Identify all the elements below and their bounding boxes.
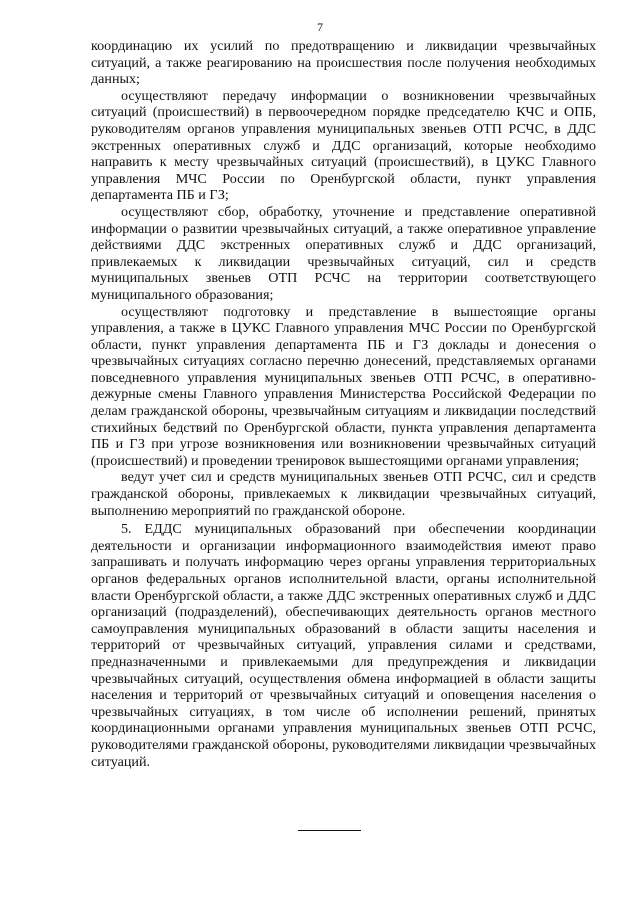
end-rule-divider: [298, 830, 361, 831]
paragraph-section-5: 5. ЕДДС муниципальных образований при обеспечении координации деятельности и организации информационного взаимодействия имеют право запрашивать и получать информацию через органы управления территориальных органов федеральных органов исполнительной власти, органы исполнительной власти Оренбургской области, а также ДДС экстренных оперативных служб и ДДС организаций (подразделений), обеспечивающих деятельность органов местного самоуправления муниципальных образований в области защиты населения и территорий от чрезвычайных ситуаций, управления силами и средствами, предназначенными и привлекаемыми для предупреждения и ликвидации чрезвычайных ситуаций, осуществления обмена информацией в области защиты населения и территорий от чрезвычайных ситуаций и оповещения населения о чрезвычайных ситуациях, в том числе об исполнении решений, принятых координационными органами управления муниципальных звеньев ОТП РСЧС, руководителями гражданской обороны, руководителями ликвидации чрезвычайных ситуаций.: [91, 521, 596, 770]
page-number: 7: [317, 20, 323, 34]
paragraph-continuation: координацию их усилий по предотвращению и ликвидации чрезвычайных ситуаций, а также реагированию на происшествия после получения необходимых данных;: [91, 38, 596, 88]
paragraph-reports: осуществляют подготовку и представление в вышестоящие органы управления, а также в ЦУКС Главного управления МЧС России по Оренбургской области, пункт управления департамента ПБ и ГЗ доклады и донесения о чрезвычайных ситуациях согласно перечню донесений, представляемых органами повседневного управления муниципальных звеньев ОТП РСЧС, в оперативно-дежурные смены Главного управления Министерства Российской Федерации по делам гражданской обороны, чрезвычайным ситуациям и ликвидации последствий стихийных бедствий по Оренбургской области, пункта управления департамента ПБ и ГЗ при угрозе возникновения или возникновении чрезвычайных ситуаций (происшествий) и проведении тренировок вышестоящими органами управления;: [91, 303, 596, 469]
paragraph-transmit-info: осуществляют передачу информации о возникновении чрезвычайных ситуаций (происшествий) в первоочередном порядке председателю КЧС и ОПБ, руководителям органов управления муниципальных звеньев ОТП РСЧС, в ДДС экстренных оперативных служб и ДДС организаций, которые необходимо направить к месту чрезвычайных ситуаций (происшествий), в ЦУКС Главного управления МЧС России по Оренбургской области, пункт управления департамента ПБ и ГЗ;: [91, 87, 596, 204]
document-body: [91, 38, 596, 770]
paragraph-forces-accounting: ведут учет сил и средств муниципальных звеньев ОТП РСЧС, сил и средств гражданской обороны, привлекаемых к ликвидации чрезвычайных ситуаций, выполнению мероприятий по гражданской обороне.: [91, 469, 596, 519]
paragraph-collect-info: осуществляют сбор, обработку, уточнение и представление оперативной информации о развитии чрезвычайных ситуаций, а также оперативное управление действиями ДДС экстренных оперативных служб и ДДС организаций, привлекаемых к ликвидации чрезвычайных ситуаций, сил и средств муниципальных звеньев ОТП РСЧС на территории соответствующего муниципального образования;: [91, 203, 596, 303]
